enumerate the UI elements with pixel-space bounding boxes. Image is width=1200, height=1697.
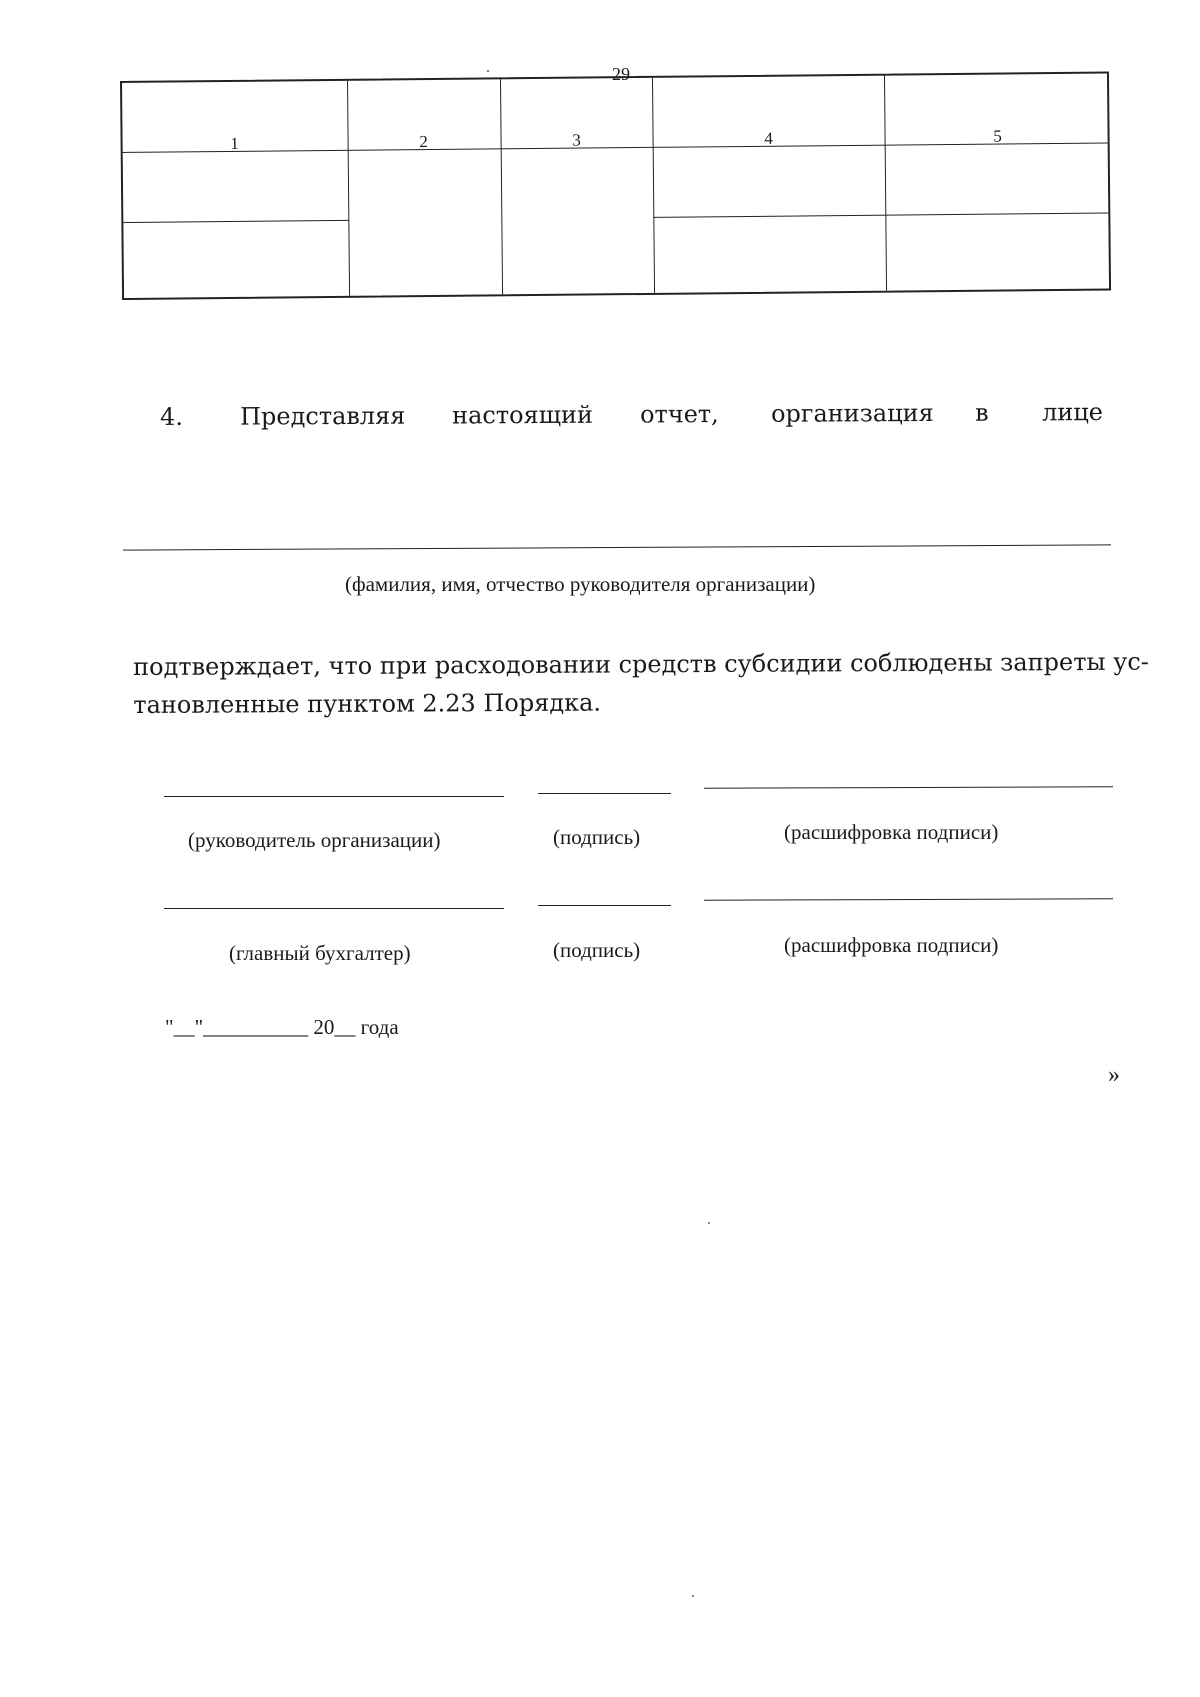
table-column-number: 5: [993, 126, 1002, 146]
scan-speck: [692, 1595, 694, 1597]
table-row-divider: [653, 213, 1108, 218]
paragraph-word: Представляя: [239, 401, 406, 431]
paragraph-4: [160, 398, 1104, 431]
table-column-divider: [884, 76, 887, 291]
paragraph-number: 4.: [160, 402, 184, 431]
table-column-number: 1: [230, 133, 239, 153]
table-header-divider: [123, 143, 1108, 153]
paragraph-word: организация: [770, 398, 934, 428]
paragraph-word: лице: [1041, 398, 1104, 427]
date-line: "__"__________ 20__ года: [165, 1015, 399, 1039]
signature-line: [538, 793, 671, 794]
confirmation-line: тановленные пунктом 2.23 Порядка.: [133, 688, 602, 719]
signature-caption: (подпись): [553, 825, 641, 849]
table-column-divider: [500, 79, 503, 294]
signature-line: [704, 898, 1113, 900]
table-column-number: 4: [764, 128, 773, 148]
head-name-line: [123, 544, 1111, 550]
scan-speck: [708, 1222, 710, 1224]
decoding-caption: (расшифровка подписи): [784, 820, 999, 844]
closing-quote: »: [1108, 1062, 1120, 1088]
signature-line: [538, 905, 671, 906]
table-column-number: 3: [572, 130, 581, 150]
signature-line: [704, 786, 1113, 788]
head-name-caption: (фамилия, имя, отчество руководителя организации): [345, 572, 816, 596]
decoding-caption: (расшифровка подписи): [784, 933, 999, 957]
signature-line: [164, 796, 504, 797]
table-column-divider: [347, 81, 350, 296]
role-caption: (руководитель организации): [188, 828, 441, 852]
page-number: 29: [612, 64, 630, 84]
report-table: [120, 72, 1111, 300]
confirmation-text: [133, 643, 1149, 724]
table-column-divider: [652, 78, 655, 293]
paragraph-word: отчет,: [639, 400, 719, 429]
signature-line: [164, 908, 504, 909]
table-row-divider: [123, 220, 348, 223]
scan-speck: [487, 70, 489, 72]
paragraph-word: настоящий: [451, 400, 594, 430]
paragraph-word: в: [974, 398, 989, 427]
confirmation-line: подтверждает, что при расходовании средств субсидии соблюдены запреты ус-: [133, 647, 1149, 681]
table-column-number: 2: [419, 132, 428, 152]
role-caption: (главный бухгалтер): [229, 941, 411, 965]
signature-caption: (подпись): [553, 938, 641, 962]
